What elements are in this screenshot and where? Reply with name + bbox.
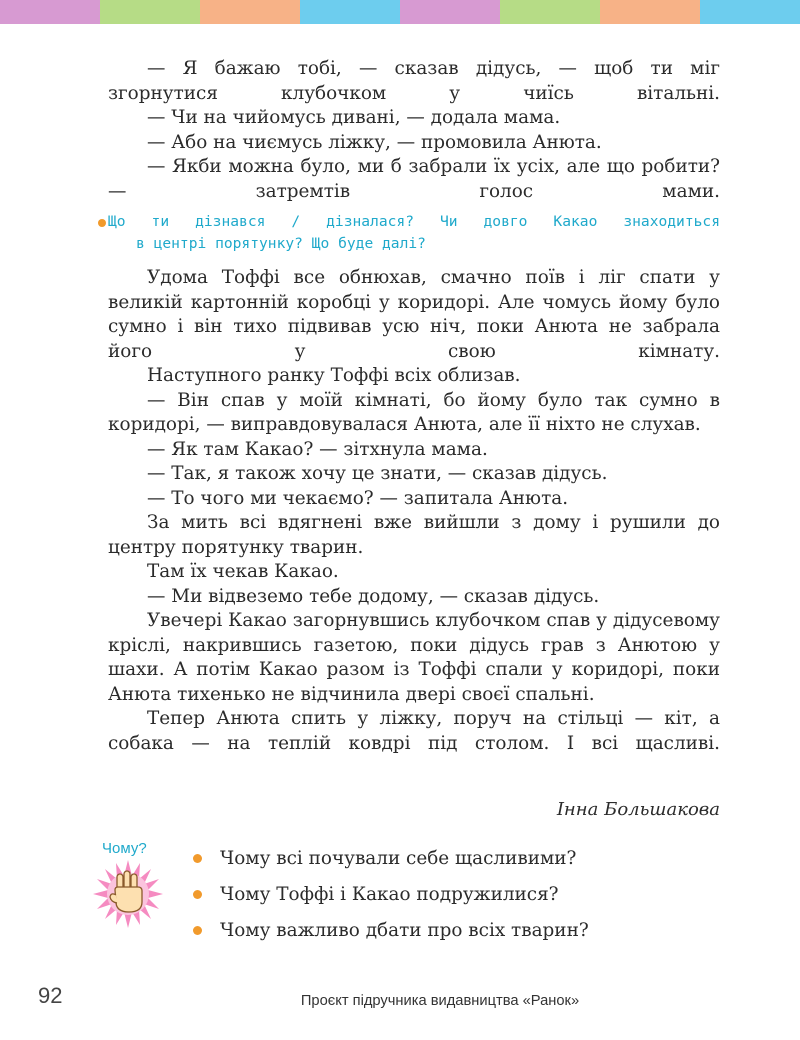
- story-part-2: [108, 266, 720, 756]
- question-text: Чому Тоффі і Какао подружилися?: [220, 884, 559, 905]
- paragraph: — Так, я також хочу це знати, — сказав дідусь.: [147, 463, 608, 484]
- why-label: Чому?: [102, 840, 147, 857]
- paragraph: Наступного ранку Тоффі всіх облизав.: [147, 365, 521, 386]
- stripe-segment: [700, 0, 800, 24]
- paragraph: — То чого ми чекаємо? — запитала Анюта.: [147, 487, 569, 509]
- page-number: 92: [38, 983, 63, 1008]
- stripe-segment: [200, 0, 300, 24]
- comprehension-question: [108, 211, 720, 255]
- question-line: в центрі порятунку? Що буде далі?: [136, 235, 426, 252]
- story-part-1: [108, 57, 720, 204]
- bullet-dot-icon: [193, 926, 202, 935]
- paragraph: — Я бажаю тобі, — сказав дідусь, — щоб ти міг згорнутися клубочком у чиїсь вітальні.: [108, 58, 720, 104]
- bullet-dot-icon: [193, 854, 202, 863]
- footer-note: Проєкт підручника видавництва «Ранок»: [300, 993, 580, 1009]
- why-badge-icon: [92, 858, 164, 930]
- questions-list: [193, 847, 589, 955]
- paragraph: За мить всі вдягнені вже вийшли з дому і рушили до центру порятунку тварин.: [108, 512, 720, 558]
- question-text: Чому важливо дбати про всіх тварин?: [220, 920, 589, 941]
- paragraph: — Чи на чийомусь дивані, — додала мама.: [147, 107, 561, 128]
- paragraph: Тепер Анюта спить у ліжку, поруч на стільці — кіт, а собака — на теплій ковдрі під столом. І всі щасливі.: [108, 708, 720, 754]
- bullet-dot-icon: [98, 219, 106, 227]
- stripe-segment: [400, 0, 500, 24]
- question-text: Чому всі почували себе щасливими?: [220, 848, 577, 869]
- stripe-segment: [100, 0, 200, 24]
- author-name: Інна Большакова: [556, 799, 720, 820]
- paragraph: — Або на чиємусь ліжку, — промовила Анюта.: [147, 131, 602, 153]
- stripe-segment: [300, 0, 400, 24]
- stripe-segment: [600, 0, 700, 24]
- question-line: Що ти дізнався / дізналася? Чи довго Какао знаходиться: [108, 213, 720, 230]
- question-text: [108, 211, 720, 255]
- list-item: [193, 919, 589, 955]
- paragraph: Удома Тоффі все обнюхав, смачно поїв і ліг спати у великій картонній коробці у коридорі. Але чомусь йому було сумно і він тихо підвивав усю ніч, поки Анюта не забрала його у свою кімнату.: [108, 267, 720, 362]
- paragraph: — Він спав у моїй кімнаті, бо йому було так сумно в коридорі, — виправдовувалася Анюта, але її ніхто не слухав.: [108, 389, 720, 435]
- paragraph: — Якби можна було, ми б забрали їх усіх, але що робити? — затремтів голос мами.: [108, 156, 720, 202]
- list-item: [193, 883, 589, 919]
- stripe-segment: [0, 0, 100, 24]
- stripe-segment: [500, 0, 600, 24]
- paragraph: — Як там Какао? — зітхнула мама.: [147, 438, 488, 460]
- paragraph: Там їх чекав Какао.: [147, 561, 339, 582]
- bullet-dot-icon: [193, 890, 202, 899]
- paragraph: Увечері Какао загорнувшись клубочком спав у дідусевому кріслі, накрившись газетою, поки дідусь грав з Анютою у шахи. А потім Какао разом із Тоффі спали у коридорі, поки Анюта тихенько не відчинила двері своєї спальні.: [108, 610, 720, 705]
- paragraph: — Ми відвеземо тебе додому, — сказав дідусь.: [147, 585, 600, 607]
- list-item: [193, 847, 589, 883]
- top-color-stripe: [0, 0, 800, 24]
